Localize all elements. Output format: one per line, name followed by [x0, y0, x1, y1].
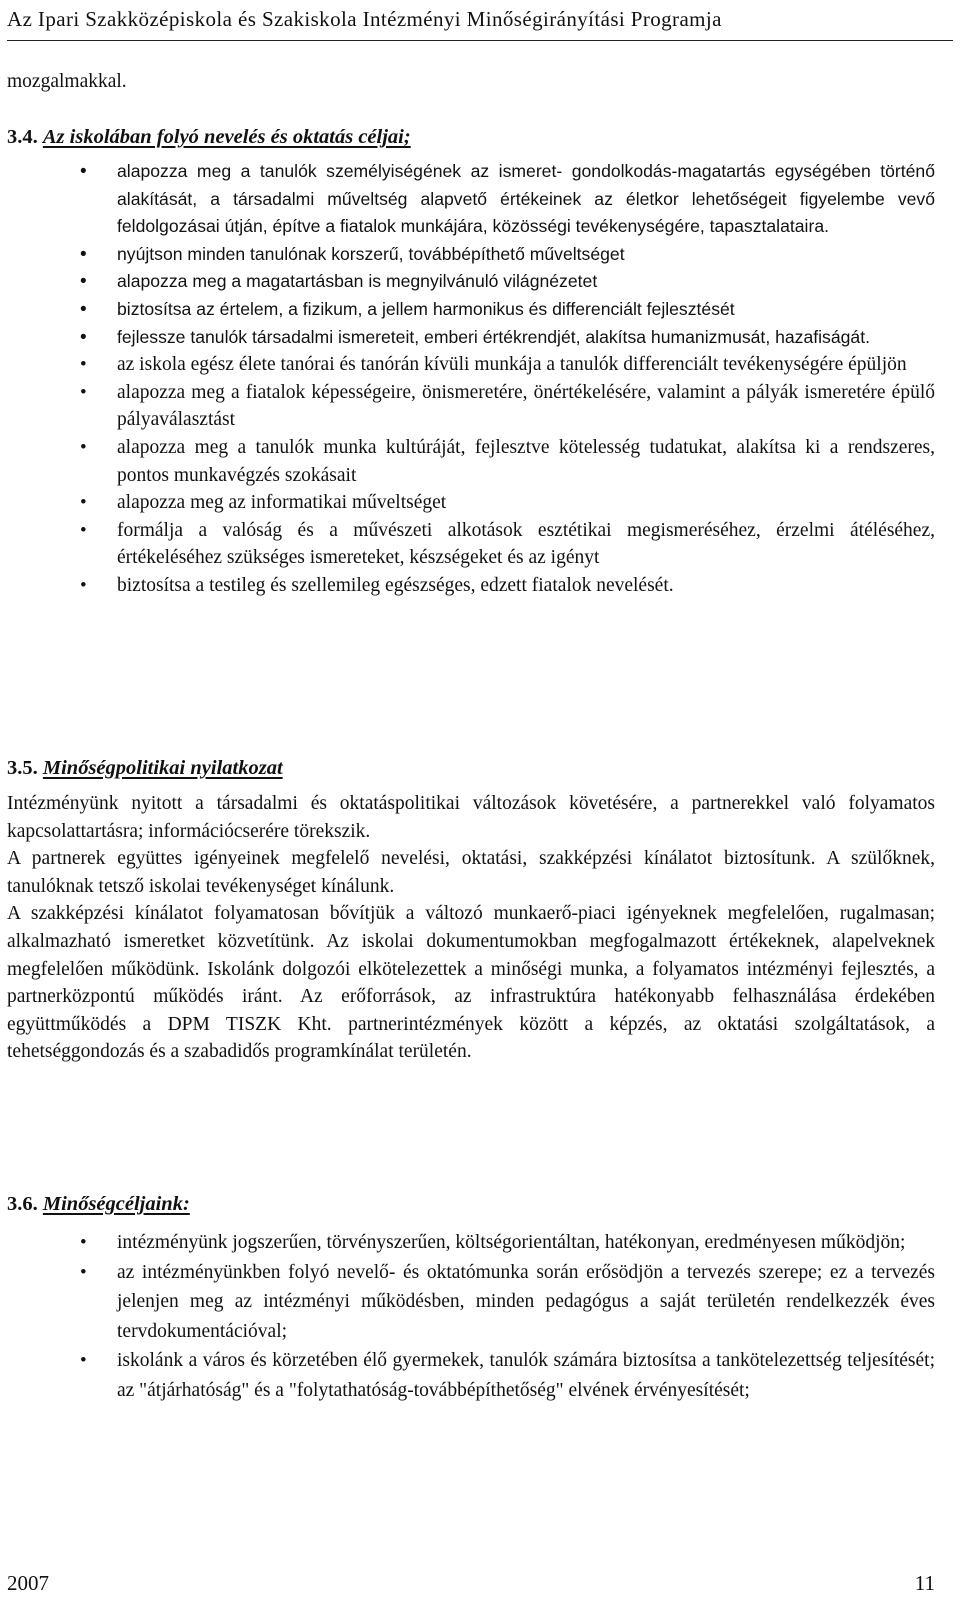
bullet-icon: • [80, 354, 87, 376]
list-item-text: biztosítsa az értelem, a fizikum, a jellem harmonikus és differenciált fejlesztését [117, 298, 735, 319]
section-title: Az iskolában folyó nevelés és oktatás céljai; [42, 126, 411, 148]
quality-goals-list [0, 1228, 960, 1405]
list-item [80, 434, 935, 489]
list-item [80, 489, 935, 517]
list-item [80, 517, 935, 572]
list-item [80, 1258, 935, 1347]
intro-text: mozgalmakkal. [7, 71, 127, 92]
paragraph: Intézményünk nyitott a társadalmi és oktatáspolitikai változások követésére, a partnerekkel való folyamatos kapcsolattartásra; információcserére törekszik. [7, 793, 935, 842]
section-heading-3-5 [7, 754, 960, 782]
bullet-icon: • [80, 1350, 87, 1371]
list-item [80, 379, 935, 434]
bullet-icon: • [80, 436, 87, 458]
bullet-icon: • [80, 271, 87, 293]
section-number: 3.6. [7, 1193, 38, 1215]
list-item-text: alapozza meg az informatikai műveltséget [117, 492, 447, 514]
quality-policy-body [7, 790, 935, 1066]
list-item-text: az iskola egész élete tanórai és tanórán kívüli munkája a tanulók differenciált tevékenységére épüljön [117, 354, 907, 376]
bullet-icon: • [80, 574, 87, 596]
bullet-icon: • [80, 1261, 87, 1283]
section-title: Minőségcéljaink: [42, 1193, 190, 1215]
bullet-icon: • [80, 492, 87, 514]
list-item [80, 158, 935, 241]
list-item-text: alapozza meg a tanulók munka kultúráját, fejlesztve kötelesség tudatukat, alakítsa ki a rendszeres, pontos munkavégzés szokásait [117, 436, 935, 486]
bullet-icon: • [80, 1232, 87, 1253]
bullet-icon: • [80, 298, 87, 320]
list-item-text: iskolánk a város és körzetében élő gyermekek, tanulók számára biztosítsa a tankötelezettség teljesítését; az "átjárhatóság" és a "folytathatóság-továbbépíthetőség" elvének érvényesítését; [117, 1350, 935, 1401]
bullet-icon: • [80, 519, 87, 541]
bullet-icon: • [80, 326, 87, 348]
list-item-text: alapozza meg a fiatalok képességeire, önismeretére, önértékelésére, valamint a pályák ismeretére épülő pályaválasztást [117, 381, 935, 431]
section-number: 3.4. [7, 126, 38, 148]
goals-list [0, 158, 960, 600]
paragraph: A partnerek együttes igényeinek megfelelő nevelési, oktatási, szakképzési kínálatot biztosítunk. A szülőknek, tanulóknak tetsző iskolai tevékenységet kínálunk. [7, 848, 935, 897]
list-item-text: intézményünk jogszerűen, törvényszerűen, költségorientáltan, hatékonyan, eredményesen működjön; [117, 1232, 906, 1253]
list-item [80, 268, 935, 296]
list-item-text: az intézményünkben folyó nevelő- és oktatómunka során erősödjön a tervezés szerepe; ez a tervezés jelenjen meg az intézményi működésben, minden pedagógus a saját területén rendelkezzék éves tervdokumentációval; [117, 1261, 935, 1342]
paragraph: A szakképzési kínálatot folyamatosan bővítjük a változó munkaerő-piaci igényeknek megfelelően, rugalmasan; alkalmazható ismeretket közvetítünk. Az iskolai dokumentumokban megfogalmazott értékeknek, alapelveknek megfelelően működünk. Iskolánk dolgozói elkötelezettek a minőségi munka, a folyamatos intézményi fejlesztés, a partnerközpontú működés iránt. Az erőforrások, az infrastruktúra hatékonyabb felhasználása érdekében együttműködés a DPM TISZK Kht. partnerintézmények között a képzés, az oktatási szolgáltatások, a tehetséggondozás és a szabadidős programkínálat területén. [7, 903, 935, 1063]
footer-year: 2007 [7, 1571, 49, 1595]
running-header: Az Ipari Szakközépiskola és Szakiskola Intézményi Minőségirányítási Programja [7, 6, 953, 41]
section-heading-3-4 [7, 123, 960, 151]
footer-page-number: 11 [914, 1571, 935, 1595]
section-number: 3.5. [7, 757, 38, 779]
list-item-text: alapozza meg a magatartásban is megnyilvánuló világnézetet [117, 271, 598, 292]
list-item-text: nyújtson minden tanulónak korszerű, továbbépíthető műveltséget [117, 243, 625, 264]
bullet-icon: • [80, 381, 87, 403]
list-item [80, 296, 935, 324]
list-item-text: biztosítsa a testileg és szellemileg egészséges, edzett fiatalok nevelését. [117, 574, 674, 596]
bullet-icon: • [80, 243, 87, 265]
list-item [80, 241, 935, 269]
section-heading-3-6 [7, 1190, 960, 1218]
list-item-text: formálja a valóság és a művészeti alkotások esztétikai megismeréséhez, érzelmi átéléséhez, értékeléséhez szükséges ismereteket, készségeket és az igényt [117, 519, 935, 569]
list-item [80, 351, 935, 379]
section-title: Minőségpolitikai nyilatkozat [42, 757, 283, 779]
list-item-text: alapozza meg a tanulók személyiségének az ismeret- gondolkodás-magatartás egységében történő alakítását, a társadalmi műveltség alapvető értékeinek az életkor lehetőségeit figyelembe vevő feldolgozásai útján, építve a fiatalok munkájára, közösségi tevékenységére, tapasztalataira. [117, 161, 935, 237]
list-item [80, 1346, 935, 1405]
list-item [80, 1228, 935, 1258]
bullet-icon: • [80, 161, 87, 182]
list-item [80, 324, 935, 352]
list-item [80, 572, 935, 600]
list-item-text: fejlessze tanulók társadalmi ismereteit, emberi értékrendjét, alakítsa humanizmusát, hazafiságát. [117, 326, 870, 347]
